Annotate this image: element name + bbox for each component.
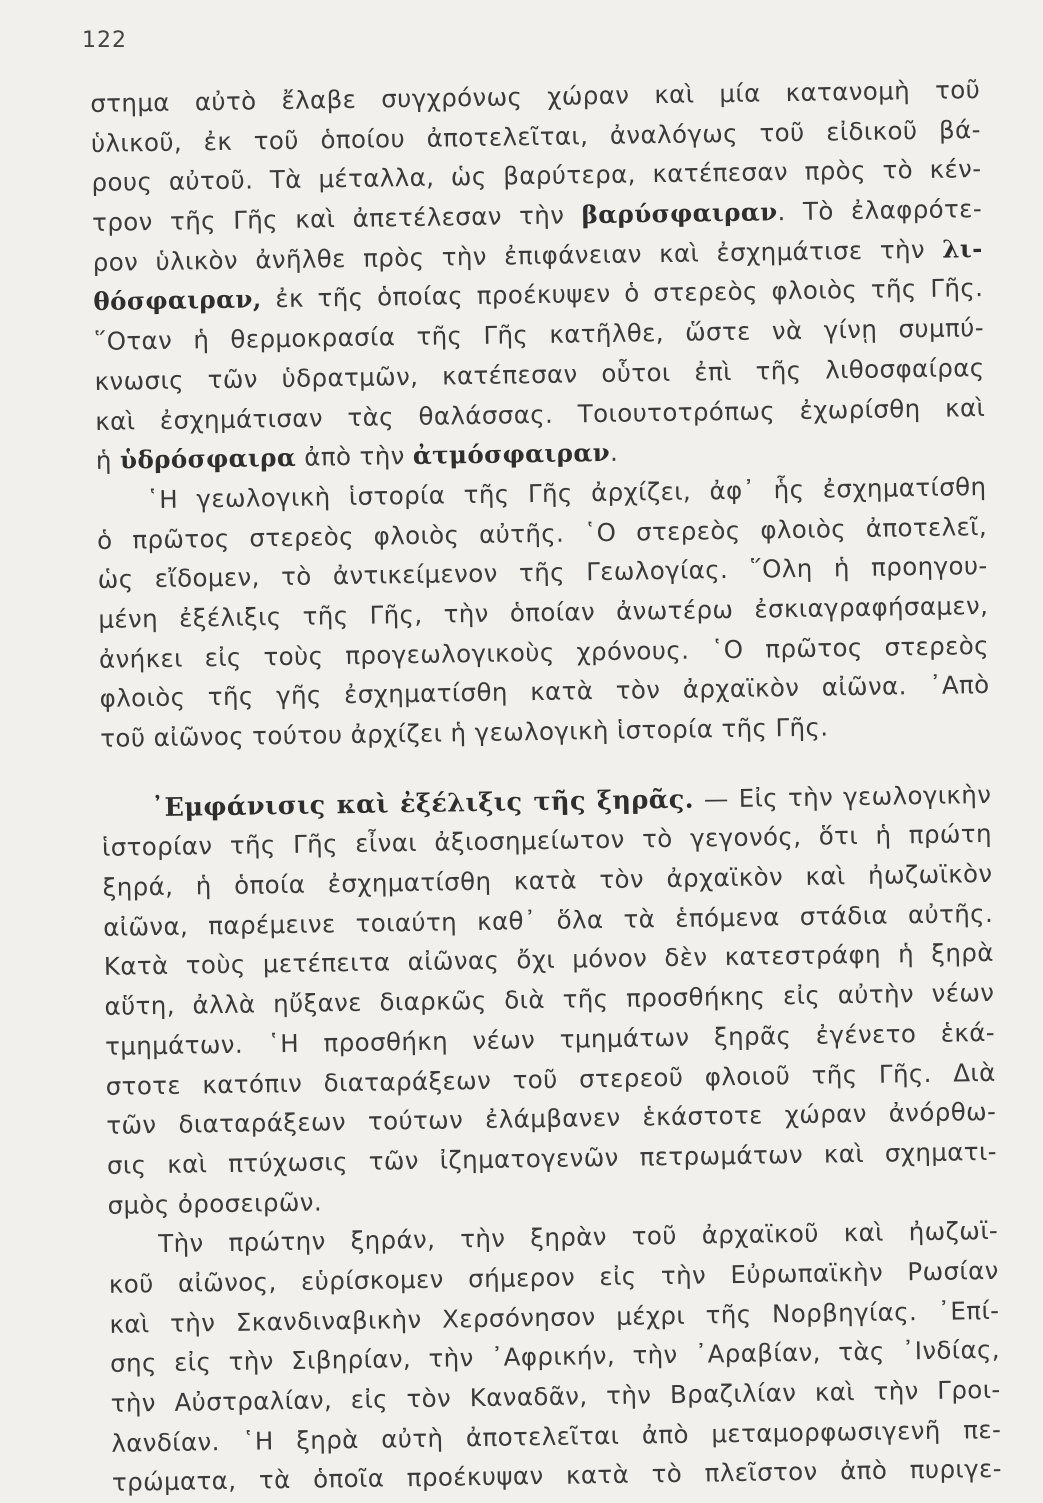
text-run: ἡ xyxy=(95,445,121,476)
text-run: τρον τῆς Γῆς καὶ ἀπετέλεσαν τὴν xyxy=(91,200,582,238)
text-line: κοῦ αἰῶνος, εὑρίσκομεν σήμερον εἰς τὴν Εὐρωπαϊκὴν Ρωσίαν xyxy=(108,1255,999,1299)
text-line: ὁ πρῶτος στερεὸς φλοιὸς αὐτῆς. ῾Ο στερεὸς φλοιὸς ἀποτελεῖ, xyxy=(96,511,988,555)
text-run: καὶ ἐσχημάτισαν τὰς θαλάσσας. Τοιουτοτρόπως ἐχωρίσθη καὶ xyxy=(95,392,986,436)
text-run: ἐκ τῆς ὁποίας προέκυψεν ὁ στερεὸς φλοιὸς τῆς Γῆς. xyxy=(261,273,984,314)
text-line: Τὴν πρώτην ξηράν, τὴν ξηρὰν τοῦ ἀρχαϊκοῦ καὶ ἠωζωϊ- xyxy=(157,1216,999,1259)
text-run: κνωσις τῶν ὑδρατμῶν, κατέπεσαν οὗτοι ἐπὶ τῆς λιθοσφαίρας xyxy=(94,352,985,396)
text-line: ξηρά, ἡ ὁποία ἐσχηματίσθη κατὰ τὸν ἀρχαϊκὸν καὶ ἠωζωϊκὸν xyxy=(102,858,993,902)
text-run: ὑλικοῦ, ἐκ τοῦ ὁποίου ἀποτελεῖται, ἀναλόγως τοῦ εἰδικοῦ βά- xyxy=(90,114,982,158)
text-line: τῶν διαταράξεων τούτων ἐλάμβανεν ἑκάστοτε χώραν ἀνόρθω- xyxy=(106,1097,997,1141)
text-line: σις καὶ πτύχωσις τῶν ἰζηματογενῶν πετρωμάτων καὶ σχηματι- xyxy=(106,1136,998,1180)
text-line: ἱστορίαν τῆς Γῆς εἶναι ἀξιοσημείωτον τὸ γεγονός, ὅτι ἡ πρώτη xyxy=(101,819,993,863)
text-line: ὡς εἴδομεν, τὸ ἀντικείμενον τῆς Γεωλογίας. ῞Ολη ἡ προηγου- xyxy=(97,551,988,595)
text-line: σης εἰς τὴν Σιβηρίαν, τὴν ᾿Αφρικήν, τὴν ᾿Αραβίαν, τὰς ᾿Ινδίας, xyxy=(109,1335,1001,1379)
page-text xyxy=(90,70,1002,1503)
paragraph-2 xyxy=(96,467,990,759)
text-run: ῞Οταν ἡ θερμοκρασία τῆς Γῆς κατῆλθε, ὥστε νὰ γίνῃ συμπύ- xyxy=(93,313,985,357)
term-atmosphere: ἀτμόσφαιραν xyxy=(412,438,611,471)
term-hydrosphere: ὑδρόσφαιρα xyxy=(119,442,297,475)
text-line: τμημάτων. ῾Η προσθήκη νέων τμημάτων ξηρᾶς ἐγένετο ἑκά- xyxy=(104,1017,996,1061)
text-line: ἀνήκει εἰς τοὺς προγεωλογικοὺς χρόνους. ῾Ο πρῶτος στερεὸς xyxy=(98,630,990,674)
page-number: 122 xyxy=(82,28,127,53)
text-line: αἰῶνα, παρέμεινε τοιαύτη καθ᾽ ὅλα τὰ ἑπόμενα στάδια αὐτῆς. xyxy=(103,898,994,942)
text-run: . xyxy=(609,437,619,468)
term-barysphere: βαρύσφαιραν xyxy=(581,197,778,230)
text-line: καὶ τὴν Σκανδιναβικὴν Χερσόνησον μέχρι τῆς Νορβηγίας. ᾿Επί- xyxy=(109,1295,1000,1339)
text-run: στημα αὐτὸ ἔλαβε συγχρόνως χώραν καὶ μία κατανομὴ τοῦ xyxy=(90,75,981,118)
text-line: μένη ἐξέλιξις τῆς Γῆς, τὴν ὁποίαν ἀνωτέρω ἐσκιαγραφήσαμεν, xyxy=(98,590,989,634)
text-run: ρους αὐτοῦ. Τὰ μέταλλα, ὡς βαρύτερα, κατέπεσαν πρὸς τὸ κέν- xyxy=(91,154,982,198)
section-heading: ᾿Εμφάνισις καὶ ἐξέλιξις τῆς ξηρᾶς. xyxy=(151,784,695,823)
text-run: — Εἰς τὴν γεωλογικὴν xyxy=(693,779,992,814)
text-line: σμὸς ὀροσειρῶν. xyxy=(107,1187,323,1220)
text-line: λανδίαν. ῾Η ξηρὰ αὐτὴ ἀποτελεῖται ἀπὸ μεταμορφωσιγενῆ πε- xyxy=(111,1414,1002,1458)
text-line: τρώματα, τὰ ὁποῖα προέκυψαν κατὰ τὸ πλεῖστον ἀπὸ πυριγε- xyxy=(111,1454,1003,1498)
text-run: ρον ὑλικὸν ἀνῆλθε πρὸς τὴν ἐπιφάνειαν καὶ ἐσχημάτισε τὴν xyxy=(92,234,943,277)
term-lithosphere-part2: θόσφαιραν, xyxy=(93,284,262,317)
term-lithosphere-part1: λι- xyxy=(942,233,983,264)
text-line: φλοιὸς τῆς γῆς ἐσχηματίσθη κατὰ τὸν ἀρχαϊκὸν αἰῶνα. ᾿Απὸ xyxy=(99,670,990,714)
text-run: . Τὸ ἐλαφρότε- xyxy=(777,194,983,227)
text-line: στοτε κατόπιν διαταράξεων τοῦ στερεοῦ φλοιοῦ τῆς Γῆς. Διὰ xyxy=(105,1057,996,1101)
text-line: τοῦ αἰῶνος τούτου ἀρχίζει ἡ γεωλογικὴ ἱστορία τῆς Γῆς. xyxy=(100,712,829,753)
text-line: ῾Η γεωλογικὴ ἱστορία τῆς Γῆς ἀρχίζει, ἀφ᾽ ἧς ἐσχηματίσθη xyxy=(146,471,987,515)
section-emergence-of-land xyxy=(101,775,998,1225)
paragraph-1 xyxy=(90,70,986,481)
paragraph-4 xyxy=(108,1211,1002,1503)
text-line: Κατὰ τοὺς μετέπειτα αἰῶνας ὄχι μόνον δὲν κατεστράφη ἡ ξηρὰ xyxy=(103,938,994,982)
text-line: αὕτη, ἀλλὰ ηὔξανε διαρκῶς διὰ τῆς προσθήκης εἰς αὐτὴν νέων xyxy=(104,978,995,1022)
text-line: τὴν Αὐστραλίαν, εἰς τὸν Καναδᾶν, τὴν Βραζιλίαν καὶ τὴν Γροι- xyxy=(110,1374,1001,1418)
text-run: ἀπὸ τὴν xyxy=(295,441,414,472)
